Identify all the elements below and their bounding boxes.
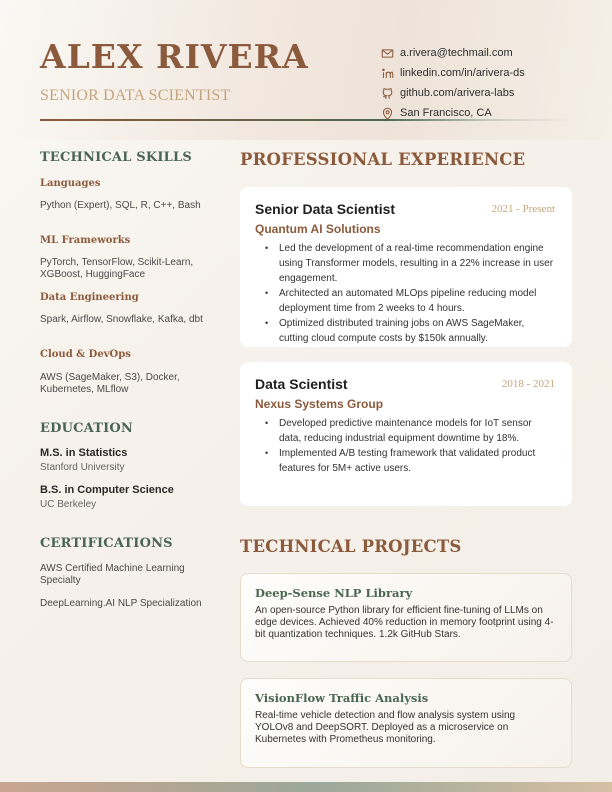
skill-category-label: Languages [40, 178, 101, 189]
contact-location [380, 103, 525, 123]
degree: B.S. in Computer Science [40, 484, 174, 496]
location-pin-icon [380, 106, 394, 120]
job-bullets [255, 416, 556, 476]
certifications-heading: CERTIFICATIONS [40, 536, 173, 551]
skill-category-value: AWS (SageMaker, S3), Docker, Kubernetes, MLflow [40, 372, 180, 395]
linkedin-text: linkedin.com/in/arivera-ds [400, 67, 525, 79]
skill-category-value: Python (Expert), SQL, R, C++, Bash [40, 200, 201, 211]
skill-category-value: PyTorch, TensorFlow, Scikit-Learn, XGBoost, HuggingFace [40, 257, 194, 280]
experience-card [240, 362, 572, 506]
skill-category-label: ML Frameworks [40, 235, 131, 246]
github-text: github.com/arivera-labs [400, 87, 515, 99]
contact-github[interactable] [380, 83, 525, 103]
resume-header [0, 0, 612, 140]
skills-heading: TECHNICAL SKILLS [40, 150, 192, 165]
job-bullet: • Led the development of a real-time recommendation engine using Transformer models, resulting in a 22% increase in user engagement. [265, 241, 556, 286]
project-name: VisionFlow Traffic Analysis [255, 691, 429, 705]
job-bullets [255, 241, 556, 346]
skill-category-label: Data Engineering [40, 292, 139, 303]
job-bullet: • Implemented A/B testing framework that validated product features for 5M+ active users. [265, 446, 556, 476]
degree: M.S. in Statistics [40, 447, 128, 459]
job-bullet: • Developed predictive maintenance models for IoT sensor data, reducing industrial equipment downtime by 18%. [265, 416, 556, 446]
linkedin-icon [380, 66, 394, 80]
education-item [40, 447, 127, 473]
project-description: Real-time vehicle detection and flow analysis system using YOLOv8 and DeepSORT. Deployed as a microservice on Kubernetes with Prometheus monitoring. [255, 710, 516, 745]
contact-linkedin[interactable] [380, 63, 525, 83]
email-text: a.rivera@techmail.com [400, 47, 513, 59]
project-description: An open-source Python library for efficient fine-tuning of LLMs on edge devices. Achieved 40% reduction in memory footprint using 4-bit quantization techniques. 1.2k GitHub Stars. [255, 605, 554, 640]
mail-icon [380, 46, 394, 60]
job-bullet: • Architected an automated MLOps pipeline reducing model deployment time from 2 weeks to 4 hours. [265, 286, 556, 316]
education-heading: EDUCATION [40, 421, 134, 436]
project-name: Deep-Sense NLP Library [255, 586, 413, 600]
github-icon [380, 86, 394, 100]
job-dates: 2018 - 2021 [501, 378, 555, 390]
certification-item: AWS Certified Machine Learning Specialty [40, 563, 185, 586]
school: Stanford University [40, 462, 125, 473]
job-bullet: • Optimized distributed training jobs on AWS SageMaker, cutting cloud compute costs by $150k annually. [265, 316, 556, 346]
job-dates: 2021 - Present [491, 203, 555, 215]
school: UC Berkeley [40, 499, 97, 510]
contact-email[interactable] [380, 43, 525, 63]
job-role: Senior Data Scientist [255, 201, 396, 217]
project-card [240, 573, 572, 662]
projects-heading: TECHNICAL PROJECTS [240, 537, 462, 556]
experience-heading: PROFESSIONAL EXPERIENCE [240, 150, 526, 169]
contact-list [380, 43, 525, 123]
footer-gradient-bar [0, 782, 612, 792]
job-company: Quantum AI Solutions [255, 222, 381, 236]
job-company: Nexus Systems Group [255, 397, 384, 411]
skill-category-label: Cloud & DevOps [40, 349, 131, 360]
candidate-name: ALEX RIVERA [40, 37, 309, 76]
experience-card [240, 187, 572, 347]
skill-category-value: Spark, Airflow, Snowflake, Kafka, dbt [40, 314, 203, 325]
certification-item: DeepLearning.AI NLP Specialization [40, 598, 202, 609]
job-role: Data Scientist [255, 376, 348, 392]
location-text: San Francisco, CA [400, 107, 492, 119]
education-item [40, 484, 174, 510]
project-card [240, 678, 572, 768]
candidate-title: SENIOR DATA SCIENTIST [40, 87, 231, 104]
